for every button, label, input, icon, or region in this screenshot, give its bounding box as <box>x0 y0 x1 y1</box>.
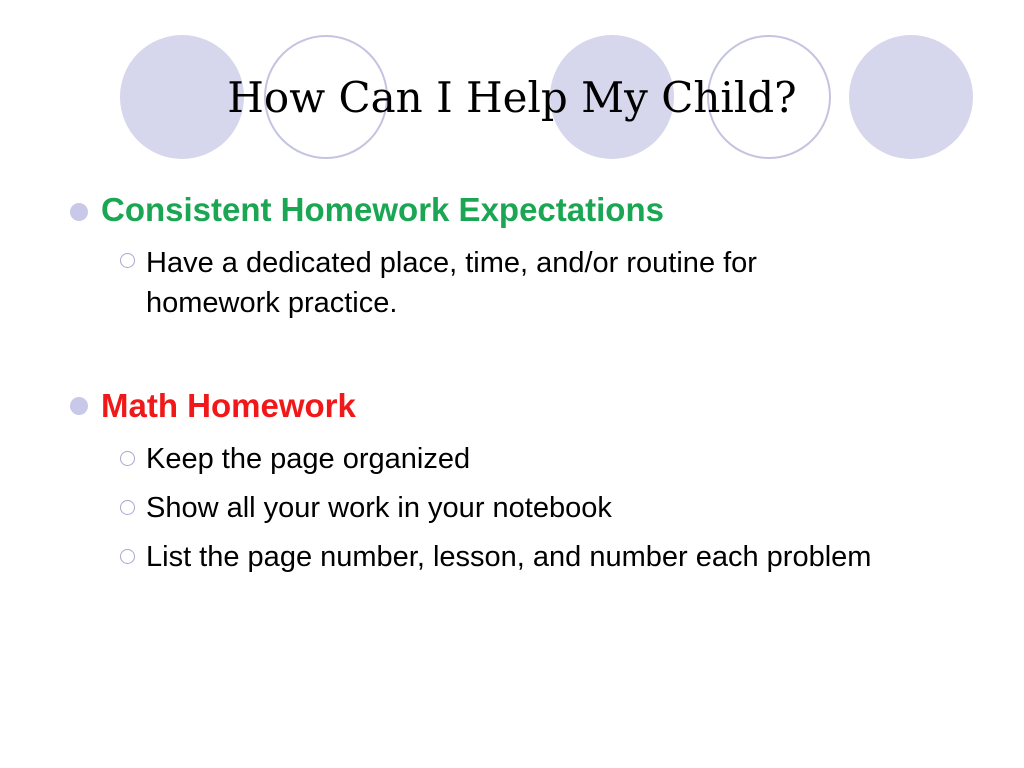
section-bullet-icon <box>70 397 88 415</box>
sub-bullet-icon <box>120 549 135 564</box>
section-heading-math-homework: Math Homework <box>101 387 356 424</box>
sub-bullet-icon <box>120 451 135 466</box>
sub-bullet-icon <box>120 253 135 268</box>
section-heading-consistent-homework: Consistent Homework Expectations <box>101 191 664 228</box>
list-item: Have a dedicated place, time, and/or routine for homework practice. <box>146 247 757 319</box>
section-bullet-icon <box>70 203 88 221</box>
slide-title: How Can I Help My Child? <box>227 73 797 122</box>
sub-bullet-icon <box>120 500 135 515</box>
list-item: List the page number, lesson, and number each problem <box>146 541 872 573</box>
list-item: Keep the page organized <box>146 443 471 475</box>
list-item: Show all your work in your notebook <box>146 492 612 524</box>
